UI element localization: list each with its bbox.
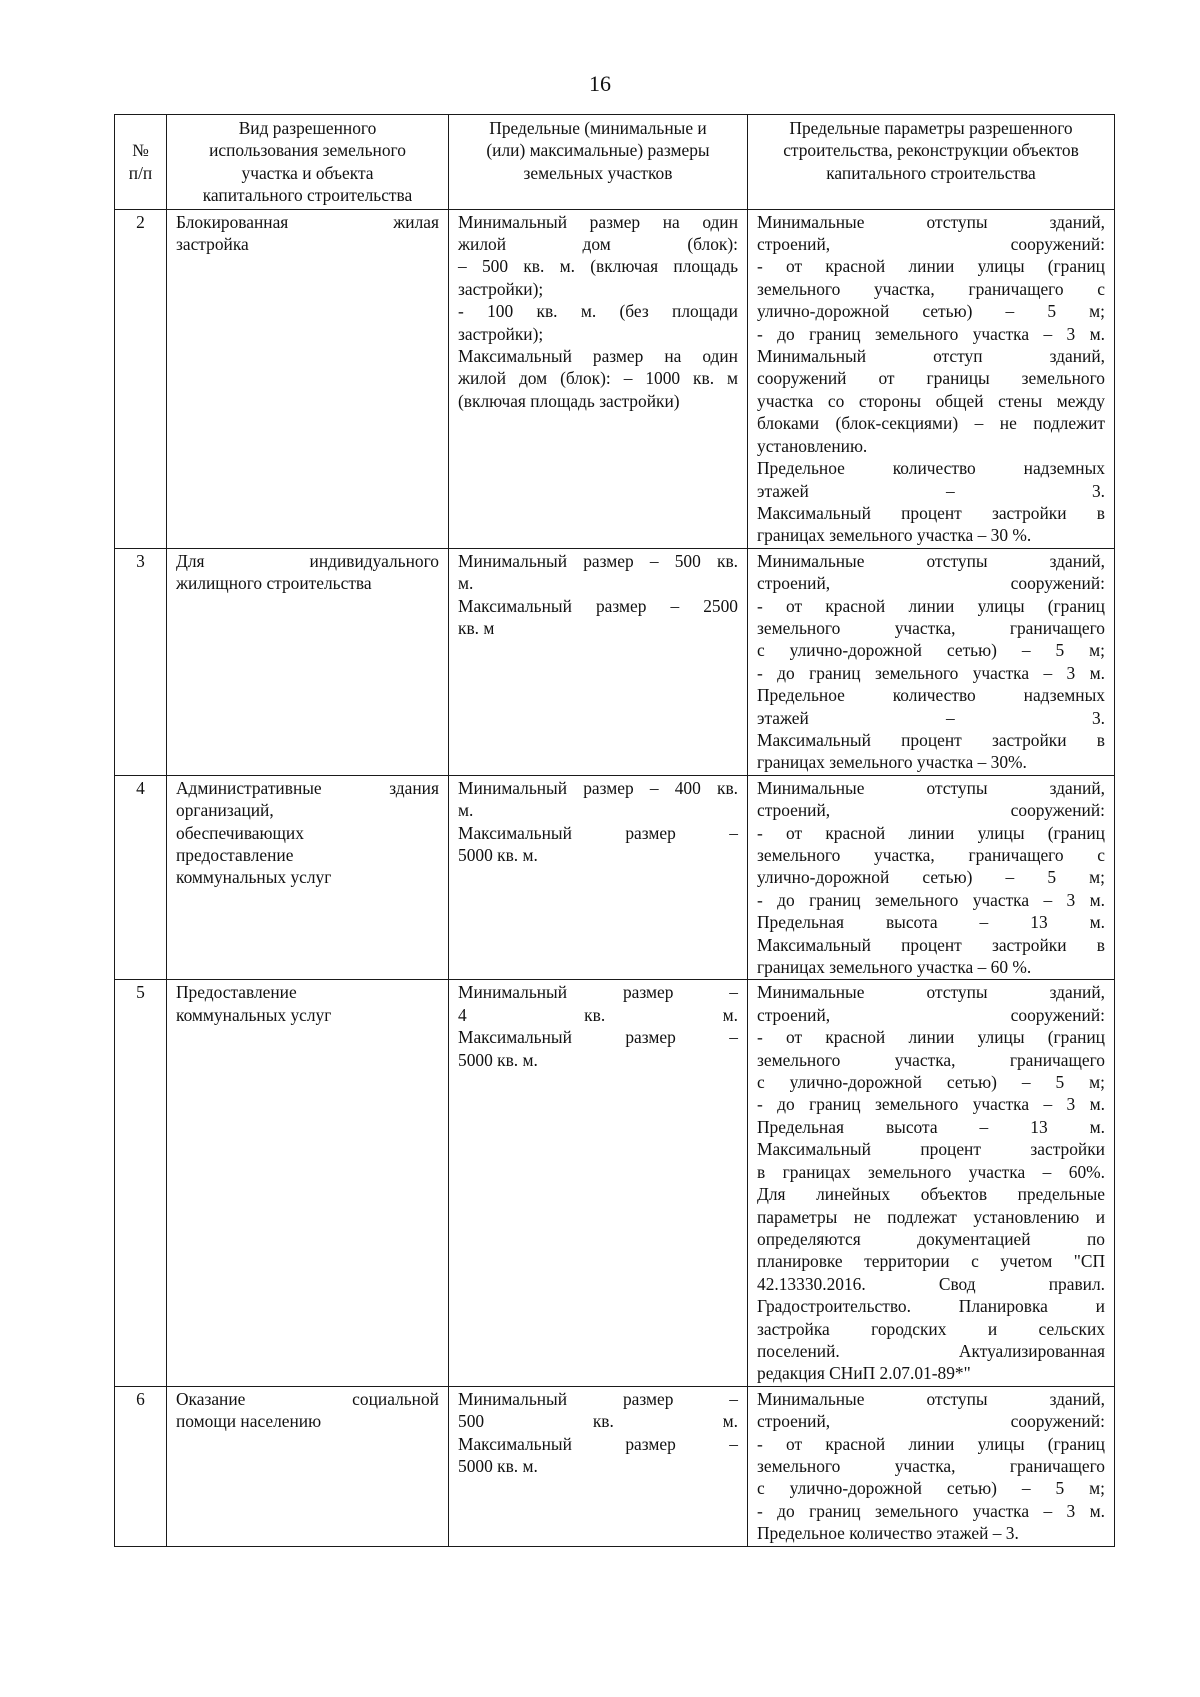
text-line: Для индивидуального <box>176 550 439 571</box>
params-cell <box>748 980 1115 1386</box>
text-line: - 100 кв. м. (без площади <box>458 301 738 322</box>
row-number: 3 <box>115 548 167 775</box>
text-line: - от красной линии улицы (границ <box>757 1027 1105 1048</box>
text-line: - до границ земельного участка – 3 м. <box>757 1094 1105 1115</box>
header-line: строительства, реконструкции объектов <box>783 140 1079 161</box>
text-line: Максимальный размер на один <box>458 346 738 367</box>
table-row <box>115 775 1115 980</box>
plot-size-cell <box>449 980 748 1386</box>
text-line: Минимальный размер – 500 кв. <box>458 550 738 571</box>
table-row <box>115 209 1115 548</box>
text-line: Минимальный отступ зданий, <box>757 346 1105 367</box>
text-line: застройки); <box>458 278 544 299</box>
text-line: Минимальный размер – <box>458 1388 738 1409</box>
header-num-line: № <box>132 140 149 161</box>
text-line: - от красной линии улицы (границ <box>757 595 1105 616</box>
text-line: коммунальных услуг <box>176 1004 332 1025</box>
text-line: (включая площадь застройки) <box>458 390 680 411</box>
text-line: с улично-дорожной сетью) – 5 м; <box>757 640 1105 661</box>
text-line: м. <box>458 573 474 594</box>
text-line: поселений. Актуализированная <box>757 1340 1105 1361</box>
text-line: 4 кв. м. <box>458 1004 738 1025</box>
text-line: Максимальный процент застройки в <box>757 934 1105 955</box>
text-line: м. <box>458 800 474 821</box>
params-cell <box>748 209 1115 548</box>
text-line: Административные здания <box>176 777 439 798</box>
text-line: застройки); <box>458 323 544 344</box>
header-line: Предельные параметры разрешенного <box>789 118 1073 138</box>
text-line: участка со стороны общей стены между <box>757 390 1105 411</box>
table-row <box>115 980 1115 1386</box>
text-line: границах земельного участка – 60 %. <box>757 957 1032 978</box>
text-line: земельного участка, граничащего с <box>757 278 1105 299</box>
text-line: застройка городских и сельских <box>757 1318 1105 1339</box>
header-line: Вид разрешенного <box>238 118 377 138</box>
text-line: блоками (блок-секциями) – не подлежит <box>757 413 1105 434</box>
params-cell <box>748 1386 1115 1546</box>
text-line: строений, сооружений: <box>757 1411 1105 1432</box>
text-line: - от красной линии улицы (границ <box>757 822 1105 843</box>
text-line: земельного участка, граничащего <box>757 617 1105 638</box>
plot-size-cell <box>449 775 748 980</box>
text-line: предоставление <box>176 845 294 865</box>
header-line: капитального строительства <box>826 162 1036 183</box>
text-line: улично-дорожной сетью) – 5 м; <box>757 301 1105 322</box>
text-line: Предоставление <box>176 982 297 1003</box>
text-line: 5000 кв. м. <box>458 1049 538 1070</box>
text-line: Предельное количество этажей – 3. <box>757 1523 1019 1544</box>
text-line: Максимальный размер – <box>458 1433 738 1454</box>
header-line: земельных участков <box>523 162 673 183</box>
text-line: этажей – 3. <box>757 480 1105 501</box>
text-line: границах земельного участка – 30%. <box>757 752 1027 773</box>
table-body <box>115 209 1115 1546</box>
text-line: установлению. <box>757 435 868 456</box>
text-line: коммунальных услуг <box>176 867 332 888</box>
text-line: жилой дом (блок): <box>458 234 738 255</box>
text-line: этажей – 3. <box>757 707 1105 728</box>
table-row <box>115 1386 1115 1546</box>
text-line: Минимальные отступы зданий, <box>757 1388 1105 1409</box>
header-line: участка и объекта <box>241 162 374 183</box>
table-header-row <box>115 115 1115 210</box>
text-line: Предельная высота – 13 м. <box>757 912 1105 933</box>
text-line: Максимальный размер – 2500 <box>458 595 738 616</box>
text-line: 5000 кв. м. <box>458 1455 538 1476</box>
header-line: Предельные (минимальные и <box>489 118 707 138</box>
text-line: Блокированная жилая <box>176 211 439 232</box>
header-line: использования земельного <box>209 140 406 161</box>
use-type-cell <box>167 209 449 548</box>
text-line: - до границ земельного участка – 3 м. <box>757 889 1105 910</box>
text-line: Максимальный размер – <box>458 822 738 843</box>
text-line: строений, сооружений: <box>757 234 1105 255</box>
text-line: строений, сооружений: <box>757 1004 1105 1025</box>
text-line: Предельное количество надземных <box>757 685 1105 706</box>
row-number: 6 <box>115 1386 167 1546</box>
text-line: Градостроительство. Планировка и <box>757 1296 1105 1317</box>
text-line: планировке территории с учетом "СП <box>757 1251 1105 1272</box>
regulations-table <box>114 114 1115 1547</box>
table-row <box>115 548 1115 775</box>
text-line: строений, сооружений: <box>757 573 1105 594</box>
text-line: - до границ земельного участка – 3 м. <box>757 662 1105 683</box>
text-line: улично-дорожной сетью) – 5 м; <box>757 867 1105 888</box>
text-line: 42.13330.2016. Свод правил. <box>757 1273 1105 1294</box>
text-line: Максимальный размер – <box>458 1027 738 1048</box>
header-num-line: п/п <box>128 162 153 183</box>
text-line: обеспечивающих <box>176 822 304 843</box>
text-line: Минимальные отступы зданий, <box>757 982 1105 1003</box>
text-line: земельного участка, граничащего с <box>757 845 1105 865</box>
text-line: определяются документацией по <box>757 1228 1105 1249</box>
text-line: Предельная высота – 13 м. <box>757 1116 1105 1137</box>
use-type-cell <box>167 1386 449 1546</box>
text-line: Максимальный процент застройки в <box>757 502 1105 523</box>
text-line: строений, сооружений: <box>757 800 1105 821</box>
use-type-cell <box>167 980 449 1386</box>
text-line: жилищного строительства <box>176 573 372 594</box>
params-cell <box>748 548 1115 775</box>
header-params <box>748 115 1115 210</box>
page-number: 16 <box>589 71 611 96</box>
params-cell <box>748 775 1115 980</box>
header-num <box>115 115 167 210</box>
text-line: в границах земельного участка – 60%. <box>757 1161 1105 1182</box>
text-line: Максимальный процент застройки <box>757 1139 1105 1160</box>
text-line: Минимальные отступы зданий, <box>757 777 1105 798</box>
text-line: застройка <box>176 234 249 255</box>
text-line: сооружений от границы земельного <box>757 368 1105 389</box>
header-plot-size <box>449 115 748 210</box>
text-line: - от красной линии улицы (границ <box>757 256 1105 277</box>
plot-size-cell <box>449 209 748 548</box>
use-type-cell <box>167 548 449 775</box>
text-line: - до границ земельного участка – 3 м. <box>757 323 1105 344</box>
text-line: помощи населению <box>176 1411 322 1432</box>
text-line: Максимальный процент застройки в <box>757 729 1105 750</box>
row-number: 4 <box>115 775 167 980</box>
text-line: Минимальный размер – <box>458 982 738 1003</box>
text-line: кв. м <box>458 617 495 638</box>
text-line: жилой дом (блок): – 1000 кв. м <box>458 368 738 389</box>
text-line: редакция СНиП 2.07.01-89*" <box>757 1363 971 1384</box>
text-line: Оказание социальной <box>176 1388 439 1409</box>
header-use-type <box>167 115 449 210</box>
text-line: с улично-дорожной сетью) – 5 м; <box>757 1478 1105 1499</box>
text-line: – 500 кв. м. (включая площадь <box>458 256 738 277</box>
text-line: 500 кв. м. <box>458 1411 738 1432</box>
text-line: земельного участка, граничащего <box>757 1455 1105 1476</box>
text-line: границах земельного участка – 30 %. <box>757 525 1032 546</box>
text-line: Предельное количество надземных <box>757 458 1105 479</box>
text-line: - до границ земельного участка – 3 м. <box>757 1500 1105 1521</box>
row-number: 2 <box>115 209 167 548</box>
row-number: 5 <box>115 980 167 1386</box>
text-line: Минимальные отступы зданий, <box>757 550 1105 571</box>
text-line: Минимальные отступы зданий, <box>757 211 1105 232</box>
text-line: Минимальный размер – 400 кв. <box>458 777 738 798</box>
text-line: организаций, <box>176 800 274 821</box>
plot-size-cell <box>449 548 748 775</box>
text-line: Минимальный размер на один <box>458 211 738 232</box>
plot-size-cell <box>449 1386 748 1546</box>
text-line: параметры не подлежат установлению и <box>757 1206 1105 1227</box>
use-type-cell <box>167 775 449 980</box>
text-line: 5000 кв. м. <box>458 845 538 865</box>
header-line: (или) максимальные) размеры <box>486 140 710 161</box>
text-line: Для линейных объектов предельные <box>757 1184 1105 1205</box>
header-line: капитального строительства <box>202 185 413 206</box>
text-line: с улично-дорожной сетью) – 5 м; <box>757 1072 1105 1093</box>
text-line: - от красной линии улицы (границ <box>757 1433 1105 1454</box>
text-line: земельного участка, граничащего <box>757 1049 1105 1070</box>
